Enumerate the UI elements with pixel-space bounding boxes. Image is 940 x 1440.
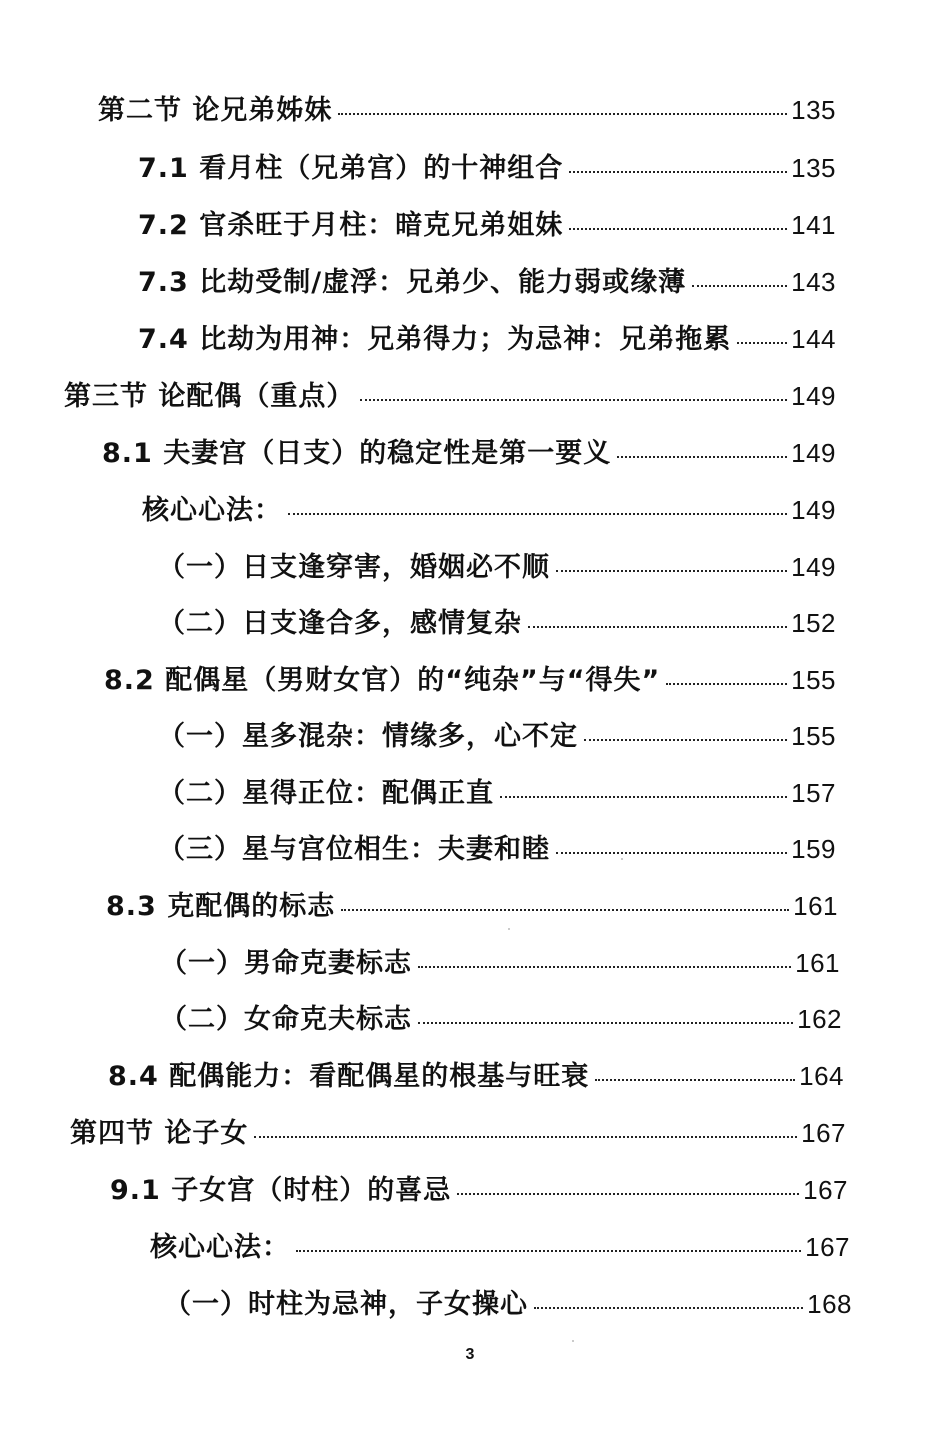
toc-entry-9-1	[110, 1170, 848, 1210]
toc-entry-page: 149	[791, 552, 836, 582]
toc-entry-page: 155	[791, 721, 836, 751]
scan-speck	[572, 1340, 574, 1342]
dot-leader	[341, 908, 789, 911]
toc-entry-title: 第二节 论兄弟姊妹	[98, 95, 333, 126]
toc-entry-8-1	[102, 433, 836, 473]
toc-entry-page: 149	[791, 438, 836, 468]
toc-entry-9-1-a	[164, 1284, 852, 1324]
dot-leader	[500, 795, 787, 798]
toc-entry-page: 167	[801, 1118, 846, 1148]
toc-entry-core-method-2	[150, 1227, 850, 1267]
toc-entry-page: 167	[805, 1232, 850, 1262]
toc-entry-7-3	[138, 262, 836, 302]
toc-entry-section-2	[98, 90, 836, 130]
toc-entry-title: 9.1 子女宫（时柱）的喜忌	[110, 1175, 452, 1206]
dot-leader	[617, 455, 787, 458]
toc-entry-page: 144	[791, 324, 836, 354]
dot-leader	[692, 284, 787, 287]
toc-entry-title: （二）星得正位：配偶正直	[158, 778, 494, 809]
toc-entry-page: 161	[793, 891, 838, 921]
toc-entry-title: 7.4 比劫为用神：兄弟得力；为忌神：兄弟拖累	[138, 324, 732, 355]
dot-leader	[418, 965, 791, 968]
dot-leader	[556, 851, 787, 854]
dot-leader	[569, 227, 787, 230]
toc-entry-page: 167	[803, 1175, 848, 1205]
toc-entry-7-2	[138, 205, 836, 245]
page-number: 3	[465, 1346, 475, 1363]
toc-entry-page: 157	[791, 778, 836, 808]
toc-entry-title: 第三节 论配偶（重点）	[64, 381, 355, 412]
dot-leader	[595, 1078, 795, 1081]
dot-leader	[666, 682, 787, 685]
toc-entry-page: 141	[791, 210, 836, 240]
toc-entry-title: 8.2 配偶星（男财女官）的“纯杂”与“得失”	[104, 665, 661, 696]
toc-entry-title: 核心心法：	[150, 1232, 290, 1263]
toc-entry-page: 135	[791, 153, 836, 183]
dot-leader	[556, 569, 787, 572]
dot-leader	[254, 1135, 797, 1138]
dot-leader	[737, 341, 787, 344]
toc-entry-title: 8.3 克配偶的标志	[106, 891, 336, 922]
toc-entry-8-2-a	[158, 716, 836, 756]
toc-entry-title: （一）星多混杂：情缘多，心不定	[158, 721, 578, 752]
toc-entry-title: （三）星与宫位相生：夫妻和睦	[158, 834, 550, 865]
toc-entry-8-1-a	[158, 547, 836, 587]
dot-leader	[296, 1249, 801, 1252]
dot-leader	[534, 1306, 803, 1309]
toc-entry-title: （一）时柱为忌神，子女操心	[164, 1289, 528, 1320]
toc-entry-core-method-1	[142, 490, 836, 530]
dot-leader	[418, 1021, 793, 1024]
toc-entry-title: 7.2 官杀旺于月柱：暗克兄弟姐妹	[138, 210, 564, 241]
toc-entry-title: （二）女命克夫标志	[160, 1004, 412, 1035]
toc-entry-title: 8.1 夫妻宫（日支）的稳定性是第一要义	[102, 438, 612, 469]
toc-entry-8-3	[106, 886, 838, 926]
toc-entry-7-1	[138, 148, 836, 188]
toc-entry-title: 核心心法：	[142, 495, 282, 526]
toc-entry-8-2	[104, 660, 836, 700]
toc-entry-section-3	[64, 376, 836, 416]
toc-entry-8-3-b	[160, 999, 842, 1039]
toc-entry-page: 161	[795, 948, 840, 978]
dot-leader	[569, 170, 787, 173]
toc-entry-title: （一）男命克妻标志	[160, 948, 412, 979]
toc-entry-8-3-a	[160, 943, 840, 983]
toc-entry-page: 149	[791, 381, 836, 411]
dot-leader	[584, 738, 787, 741]
dot-leader	[528, 625, 787, 628]
toc-entry-page: 159	[791, 834, 836, 864]
toc-entry-title: 第四节 论子女	[70, 1118, 249, 1149]
toc-entry-page: 164	[799, 1061, 844, 1091]
toc-entry-title: （一）日支逢穿害，婚姻必不顺	[158, 552, 550, 583]
dot-leader	[457, 1192, 799, 1195]
toc-entry-page: 135	[791, 95, 836, 125]
toc-entry-7-4	[138, 319, 836, 359]
toc-entry-8-1-b	[158, 603, 836, 643]
dot-leader	[360, 398, 787, 401]
dot-leader	[288, 512, 787, 515]
dot-leader	[338, 112, 787, 115]
toc-entry-page: 149	[791, 495, 836, 525]
toc-entry-title: （二）日支逢合多，感情复杂	[158, 608, 522, 639]
toc-entry-8-4	[108, 1056, 844, 1096]
toc-entry-page: 162	[797, 1004, 842, 1034]
toc-entry-title: 7.1 看月柱（兄弟宫）的十神组合	[138, 153, 564, 184]
toc-entry-page: 143	[791, 267, 836, 297]
toc-entry-page: 168	[807, 1289, 852, 1319]
scan-speck	[621, 858, 623, 860]
scan-speck	[508, 928, 510, 930]
toc-entry-8-2-b	[158, 773, 836, 813]
toc-entry-8-2-c	[158, 829, 836, 869]
toc-entry-page: 152	[791, 608, 836, 638]
toc-entry-section-4	[70, 1113, 846, 1153]
toc-entry-title: 7.3 比劫受制/虚浮：兄弟少、能力弱或缘薄	[138, 267, 687, 298]
toc-entry-title: 8.4 配偶能力：看配偶星的根基与旺衰	[108, 1061, 590, 1092]
toc-entry-page: 155	[791, 665, 836, 695]
